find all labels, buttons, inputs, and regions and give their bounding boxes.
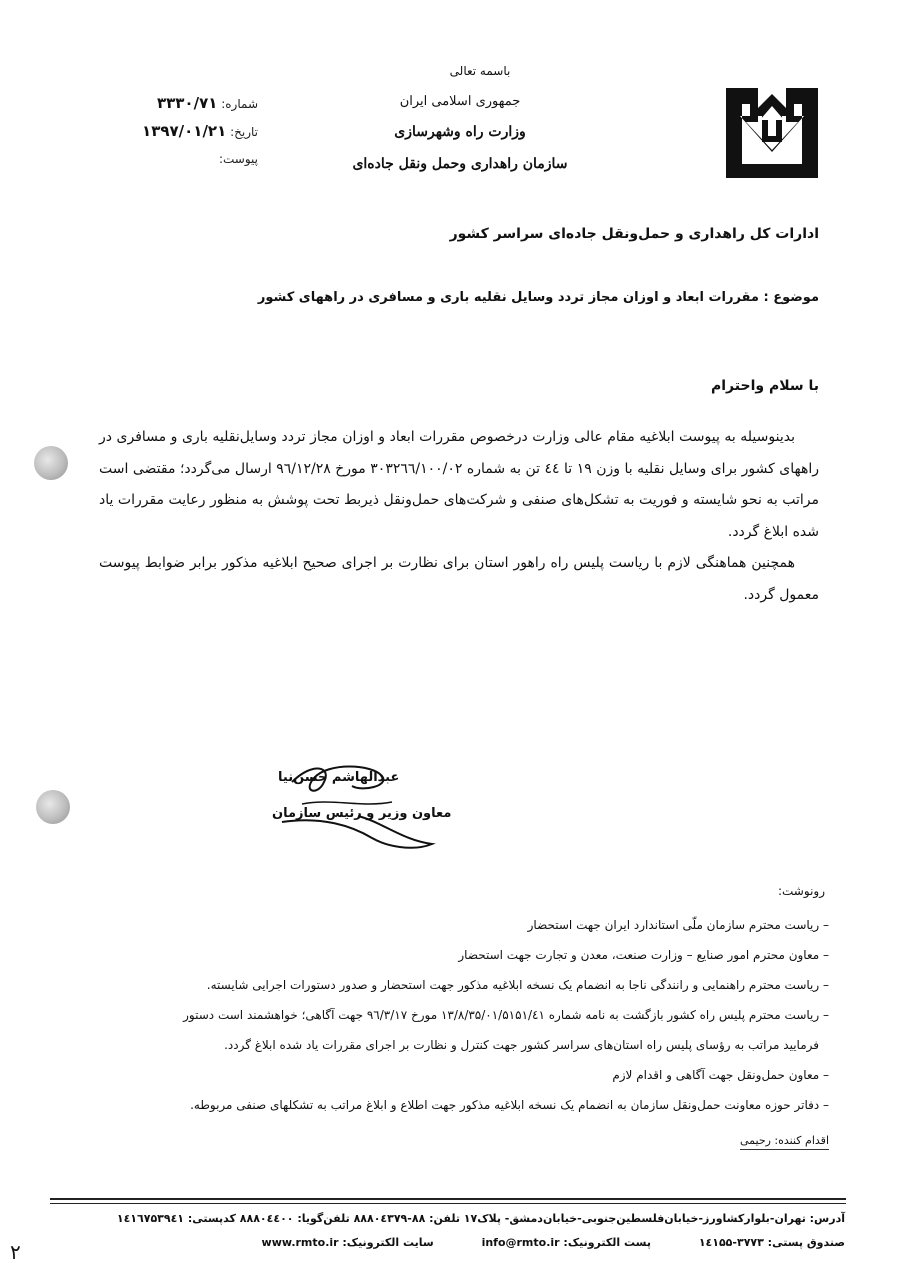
- addressee: ادارات کل راهداری و حمل‌ونقل جاده‌ای سراسر کشور: [449, 226, 819, 242]
- footer-pobox: صندوق پستی: ۳۷۷۳-۱٤۱۵۵: [698, 1236, 845, 1249]
- republic-name: جمهوری اسلامی ایران: [399, 94, 521, 109]
- basmala: باسمه تعالی: [449, 64, 511, 78]
- letter-body: [99, 422, 819, 611]
- page-number: ۲: [10, 1240, 21, 1264]
- letter-attachment: [108, 152, 258, 166]
- organization-name: سازمان راهداری وحمل ونقل جاده‌ای: [352, 156, 568, 172]
- body-paragraph-1: بدینوسیله به پیوست ابلاغیه مقام عالی وزارت درخصوص مقررات ابعاد و اوزان مجاز تردد وسایل‌نقلیه باری و مسافری در راههای کشور برای وسایل نقلیه با وزن ۱۹ تا ٤٤ تن به شماره ۳۰۳۲٦٦/۱۰۰/۰۲ مورخ ۹٦/۱۲/۲۸ ارسال می‌گردد؛ مقتضی است مراتب به نحو شایسته و فوریت به تشکل‌های صنفی و شرکت‌های حمل‌ونقل ذیربط تحت پوشش به منظور رعایت مقررات یاد شده ابلاغ گردد.: [99, 429, 820, 540]
- punch-hole: [34, 446, 68, 480]
- footer-email: پست الکترونیک: info@rmto.ir: [481, 1236, 651, 1249]
- cc-item: – ریاست محترم پلیس راه کشور بازگشت به نامه شماره ۱۳/۸/۳۵/۰۱/۵۱۵۱/٤۱ مورخ ۹٦/۳/۱۷ جهت آگاهی؛ خواهشمند است دستور: [183, 1008, 829, 1022]
- letter-date-label: تاریخ:: [230, 125, 258, 139]
- ministry-name: وزارت راه وشهرسازی: [394, 124, 526, 140]
- rmto-logo-icon: [722, 82, 822, 184]
- cc-item: – ریاست محترم سازمان ملّی استاندارد ایران جهت استحضار: [527, 918, 829, 932]
- footer-contacts: [262, 1236, 845, 1249]
- cc-item: – معاون محترم امور صنایع – وزارت صنعت، معدن و تجارت جهت استحضار: [458, 948, 829, 962]
- footer-address: آدرس: تهران-بلوارکشاورز-خیابان‌فلسطین‌جنوبی-خیابان‌دمشق- پلاک۱۷ تلفن: ۸۸-۸۸۸۰٤۳۷۹ تلفن‌گویا: ۸۸۸۰٤٤۰۰ کدپستی: ۱٤۱٦۷۵۳۹٤۱: [116, 1212, 845, 1225]
- letter-number-label: شماره:: [221, 97, 258, 111]
- action-by: اقدام کننده: رحیمی: [740, 1134, 829, 1150]
- letter-date-value: ۱۳۹۷/۰۱/۲۱: [142, 122, 227, 140]
- cc-title: رونوشت:: [777, 884, 825, 898]
- footer-website: سایت الکترونیک: www.rmto.ir: [261, 1236, 434, 1249]
- cc-item: – دفاتر حوزه معاونت حمل‌ونقل سازمان به انضمام یک نسخه ابلاغیه مذکور جهت اطلاع و ابلاغ مراتب به تشکلهای صنفی مربوطه.: [190, 1098, 829, 1112]
- cc-list: [89, 910, 829, 1120]
- signatory-title: معاون وزیر و رئیس سازمان: [272, 806, 452, 821]
- letter-number-value: ۳۳۳۰/۷۱: [156, 94, 218, 112]
- subject-line: موضوع : مقررات ابعاد و اوزان مجاز تردد وسایل نقلیه باری و مسافری در راههای کشور: [257, 290, 819, 305]
- signatory-name: عبدالهاشم حسن‌نیا: [278, 770, 400, 785]
- greeting: با سلام واحترام: [711, 378, 819, 394]
- cc-item: – معاون حمل‌ونقل جهت آگاهی و اقدام لازم: [612, 1068, 829, 1082]
- cc-item-continuation: فرمایید مراتب به رؤسای پلیس راه استان‌های سراسر کشور جهت کنترل و نظارت بر اجرای مقررات یاد شده ابلاغ گردد.: [224, 1038, 819, 1052]
- cc-item: – ریاست محترم راهنمایی و رانندگی ناجا به انضمام یک نسخه ابلاغیه مذکور جهت استحضار و صدور دستورات اجرایی شایسته.: [206, 978, 829, 992]
- letter-number: [108, 94, 258, 112]
- footer-divider: [50, 1198, 846, 1200]
- letter-date: [108, 122, 258, 140]
- footer-divider: [50, 1203, 846, 1204]
- punch-hole: [36, 790, 70, 824]
- body-paragraph-2: همچنین هماهنگی لازم با ریاست پلیس راه راهور استان برای نظارت بر اجرای صحیح ابلاغیه مذکور برابر ضوابط پیوست معمول گردد.: [99, 555, 819, 603]
- letter-attachment-label: پیوست:: [218, 152, 258, 166]
